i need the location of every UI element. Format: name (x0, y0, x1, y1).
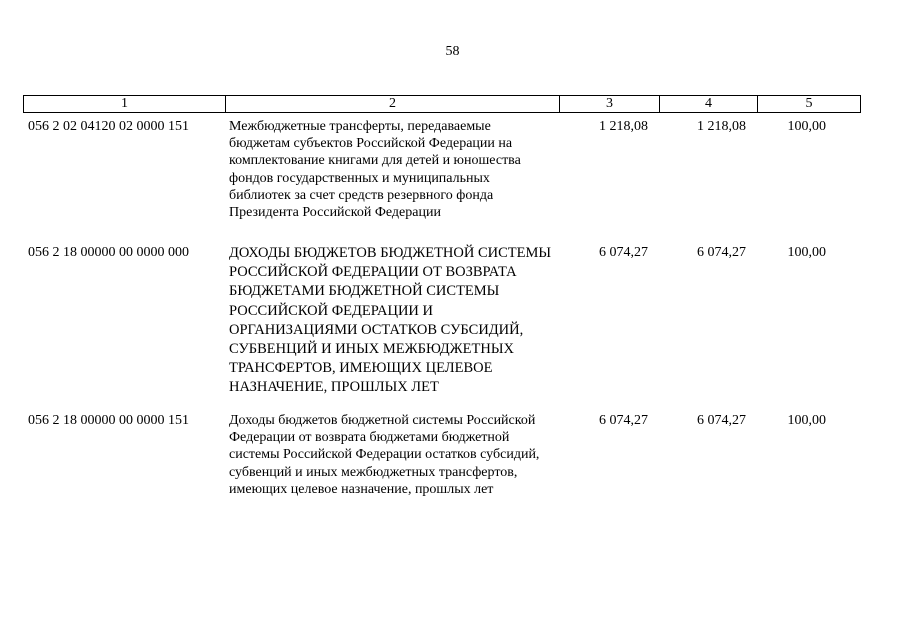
income-name: Доходы бюджетов бюджетной системы Российской Федерации от возврата бюджетами бюджетной системы Российской Федерации остатков субсидий, субвенций и иных межбюджетных трансфертов, имеющих целевое назначение, прошлых лет (229, 413, 540, 497)
budget-code: 056 2 18 00000 00 0000 151 (28, 413, 189, 428)
value-col5: 100,00 (787, 119, 826, 134)
table-row (23, 244, 861, 398)
column-header-4: 4 (659, 96, 757, 112)
page-number: 58 (445, 44, 460, 59)
income-name: Межбюджетные трансферты, передаваемые бюджетам субъектов Российской Федерации на комплектование книгами для детей и юношества фондов государственных и муниципальных библиотек за счет средств резервного фонда Президента Российской Федерации (229, 119, 521, 221)
value-col4: 1 218,08 (697, 119, 746, 134)
table-row (23, 118, 861, 221)
value-col5: 100,00 (787, 245, 826, 260)
income-name: ДОХОДЫ БЮДЖЕТОВ БЮДЖЕТНОЙ СИСТЕМЫ РОССИЙСКОЙ ФЕДЕРАЦИИ ОТ ВОЗВРАТА БЮДЖЕТАМИ БЮДЖЕТНОЙ СИСТЕМЫ РОССИЙСКОЙ ФЕДЕРАЦИИ И ОРГАНИЗАЦИЯМИ ОСТАТКОВ СУБСИДИЙ, СУБВЕНЦИЙ И ИНЫХ МЕЖБЮДЖЕТНЫХ ТРАНСФЕРТОВ, ИМЕЮЩИХ ЦЕЛЕВОЕ НАЗНАЧЕНИЕ, ПРОШЛЫХ ЛЕТ (229, 245, 552, 396)
value-col4: 6 074,27 (697, 245, 746, 260)
table-header (23, 95, 861, 113)
value-col3: 6 074,27 (599, 413, 648, 428)
column-header-2: 2 (225, 96, 559, 112)
budget-code: 056 2 02 04120 02 0000 151 (28, 119, 189, 134)
budget-code: 056 2 18 00000 00 0000 000 (28, 245, 189, 260)
table-row (23, 412, 861, 498)
column-header-1: 1 (121, 96, 128, 111)
value-col5: 100,00 (787, 413, 826, 428)
value-col3: 6 074,27 (599, 245, 648, 260)
value-col4: 6 074,27 (697, 413, 746, 428)
column-header-5: 5 (757, 96, 860, 112)
value-col3: 1 218,08 (599, 119, 648, 134)
column-header-3: 3 (559, 96, 659, 112)
